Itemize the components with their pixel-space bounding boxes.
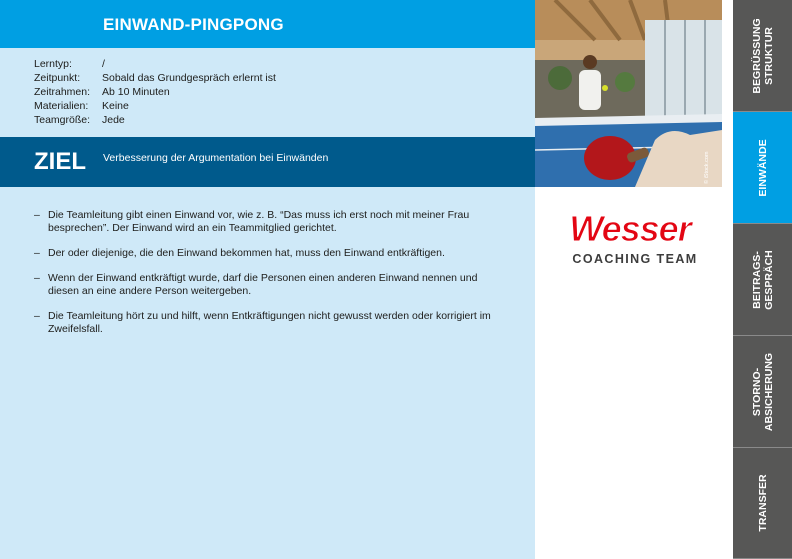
meta-value: Keine — [102, 100, 129, 112]
goal-label: ZIEL — [34, 148, 86, 175]
bullet-dash: – — [34, 209, 40, 221]
tab-einwaende[interactable] — [733, 112, 792, 224]
bullet-dash: – — [34, 272, 40, 284]
tab-label: STORNO- ABSICHERUNG — [750, 352, 775, 431]
title-bar — [0, 0, 535, 48]
tab-label: TRANSFER — [756, 474, 769, 532]
section-tabs — [733, 0, 792, 559]
meta-info — [0, 48, 535, 137]
photo-credit — [702, 138, 714, 186]
bullet-dash: – — [34, 247, 40, 259]
instruction-list — [34, 209, 509, 348]
meta-key: Zeitrahmen: — [34, 86, 91, 98]
instructions — [0, 187, 535, 559]
meta-key: Teamgröße: — [34, 114, 91, 126]
meta-key: Zeitpunkt: — [34, 72, 81, 84]
tab-stornoabsicherung[interactable] — [733, 336, 792, 448]
list-item-text: Wenn der Einwand entkräftigt wurde, darf die Personen einen anderen Einwand nennen und diesen an eine andere Person weitergeben. — [48, 272, 478, 297]
page-title: EINWAND-PINGPONG — [103, 15, 284, 34]
tab-label: BEGRÜSSUNG STRUKTUR — [750, 17, 775, 94]
goal-text: Verbesserung der Argumentation bei Einwänden — [103, 152, 329, 164]
tab-begruessung-struktur[interactable] — [733, 0, 792, 112]
list-item-text: Die Teamleitung hört zu und hilft, wenn Entkräftigungen nicht gewusst werden oder korrigiert im Zweifelsfall. — [48, 310, 491, 335]
list-item — [34, 209, 509, 235]
list-item-text: Der oder diejenige, die den Einwand bekommen hat, muss den Einwand entkräftigen. — [48, 247, 445, 259]
list-item-text: Die Teamleitung gibt einen Einwand vor, wie z. B. “Das muss ich erst noch mit meiner Frau besprechen”. Der Einwand wird an ein Teammitglied gerichtet. — [48, 209, 470, 234]
meta-value: Sobald das Grundgespräch erlernt ist — [102, 72, 276, 84]
ping-pong-photo — [535, 0, 722, 187]
logo-subtitle: COACHING TEAM — [572, 252, 698, 266]
bullet-dash: – — [34, 310, 40, 322]
svg-text:Wesser: Wesser — [569, 208, 691, 249]
list-item — [34, 272, 509, 298]
goal-bar — [0, 137, 535, 187]
meta-key: Materialien: — [34, 100, 89, 112]
tab-label: EINWÄNDE — [756, 138, 769, 197]
photo-credit-text: © iStock.com — [704, 151, 710, 184]
meta-value: Ab 10 Minuten — [102, 86, 170, 98]
list-item — [34, 247, 509, 260]
tab-transfer[interactable] — [733, 448, 792, 559]
meta-key: Lerntyp: — [34, 58, 72, 70]
logo-wordmark — [555, 205, 705, 255]
photo-illustration — [535, 0, 722, 187]
meta-value: Jede — [102, 114, 125, 126]
tab-beitragsgespraech[interactable] — [733, 224, 792, 336]
tab-label: BEITRAGS- GESPRÄCH — [750, 249, 775, 310]
meta-value: / — [102, 58, 105, 70]
list-item — [34, 310, 509, 336]
